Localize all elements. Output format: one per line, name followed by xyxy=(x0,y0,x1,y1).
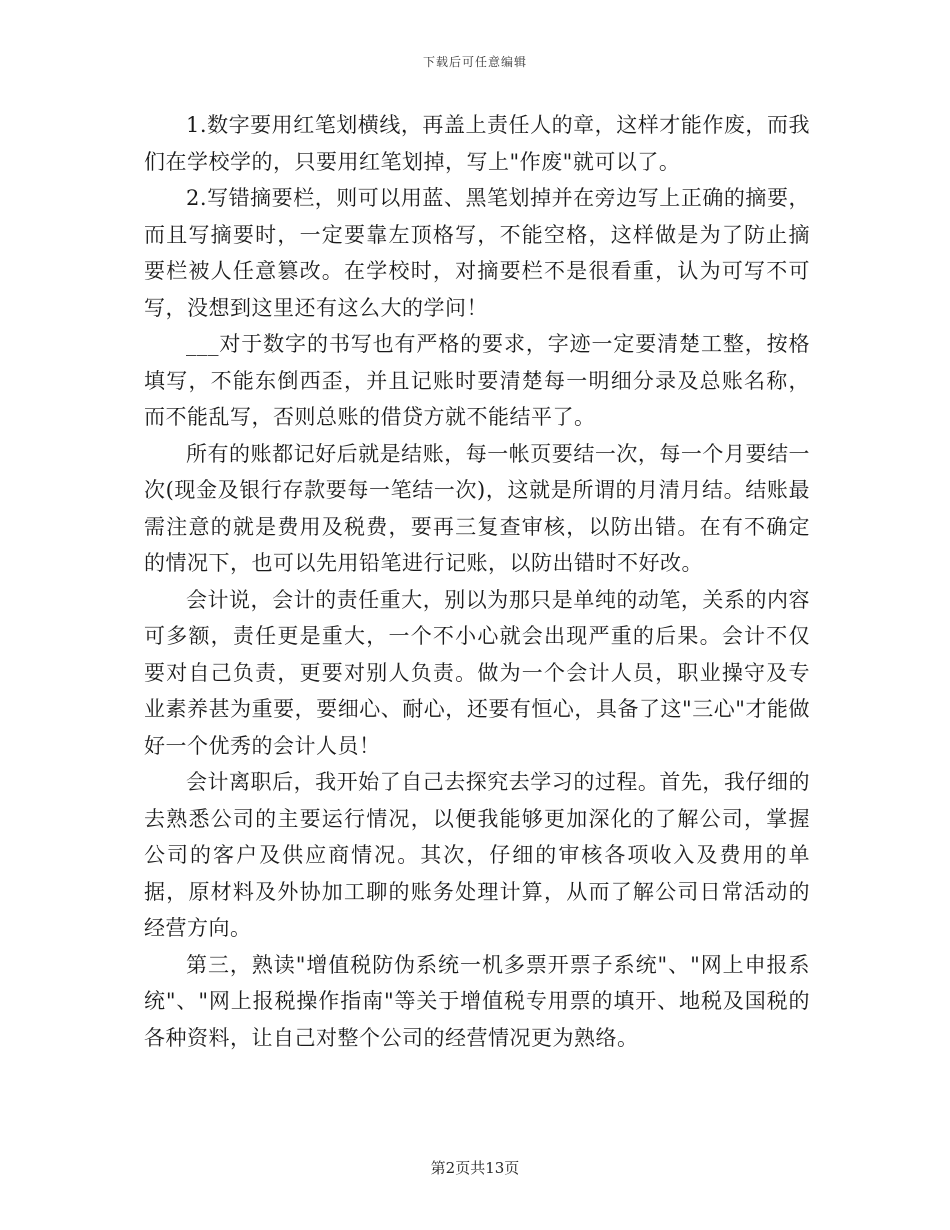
paragraph-1: 1.数字要用红笔划横线，再盖上责任人的章，这样才能作废，而我们在学校学的，只要用红笔划掉，写上"作废"就可以了。 xyxy=(144,113,810,174)
paragraph-4: 所有的账都记好后就是结账，每一帐页要结一次，每一个月要结一次(现金及银行存款要每一笔结一次)，这就是所谓的月清月结。结账最需注意的就是费用及税费，要再三复查审核，以防出错。在有不确定的情况下，也可以先用铅笔进行记账，以防出错时不好改。 xyxy=(144,441,810,575)
page-footer: 第2页共13页 xyxy=(430,1159,520,1177)
paragraph-3: ___对于数字的书写也有严格的要求，字迹一定要清楚工整，按格填写，不能东倒西歪，并且记账时要清楚每一明细分录及总账名称，而不能乱写，否则总账的借贷方就不能结平了。 xyxy=(144,332,810,429)
paragraph-2: 2.写错摘要栏，则可以用蓝、黑笔划掉并在旁边写上正确的摘要，而且写摘要时，一定要靠左顶格写，不能空格，这样做是为了防止摘要栏被人任意篡改。在学校时，对摘要栏不是很看重，认为可写不可写，没想到这里还有这么大的学问！ xyxy=(144,186,810,320)
document-body xyxy=(144,107,810,1056)
page-header: 下载后可任意编辑 xyxy=(422,55,527,69)
paragraph-7: 第三，熟读"增值税防伪系统一机多票开票子系统"、"网上申报系统"、"网上报税操作指南"等关于增值税专用票的填开、地税及国税的各种资料，让自己对整个公司的经营情况更为熟络。 xyxy=(144,952,810,1050)
paragraph-6: 会计离职后，我开始了自己去探究去学习的过程。首先，我仔细的去熟悉公司的主要运行情况，以便我能够更加深化的了解公司，掌握公司的客户及供应商情况。其次，仔细的审核各项收入及费用的单据，原材料及外协加工聊的账务处理计算，从而了解公司日常活动的经营方向。 xyxy=(144,770,810,940)
paragraph-5: 会计说，会计的责任重大，别以为那只是单纯的动笔，关系的内容可多额，责任更是重大，一个不小心就会出现严重的后果。会计不仅要对自己负责，更要对别人负责。做为一个会计人员，职业操守及专业素养甚为重要，要细心、耐心，还要有恒心，具备了这"三心"才能做好一个优秀的会计人员！ xyxy=(144,587,810,758)
